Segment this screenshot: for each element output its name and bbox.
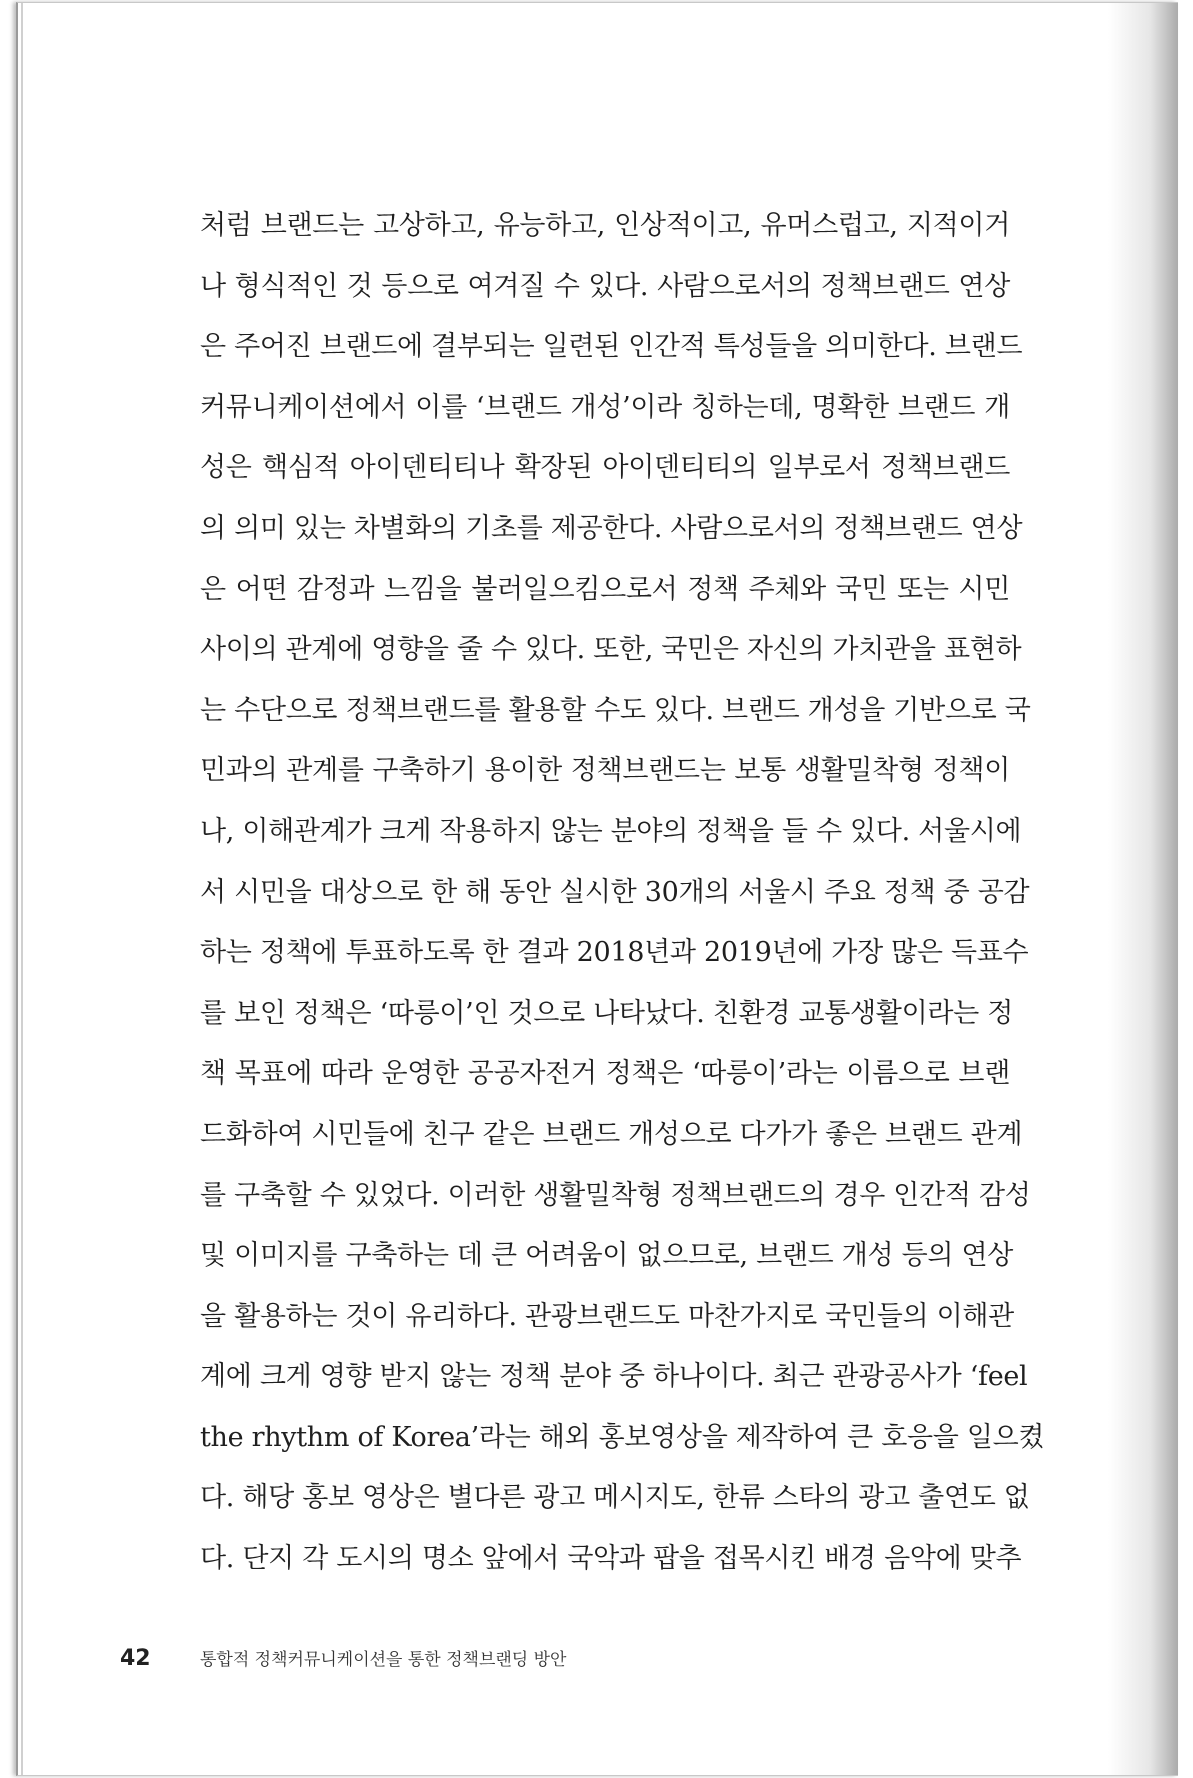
text-line: 성은 핵심적 아이덴티티나 확장된 아이덴티티의 일부로서 정책브랜드 [200,452,1010,484]
text-line: 의 의미 있는 차별화의 기초를 제공한다. 사람으로서의 정책브랜드 연상 [200,512,1023,544]
text-line: 드화하여 시민들에 친구 같은 브랜드 개성으로 다가가 좋은 브랜드 관계 [200,1118,1023,1150]
text-line: 은 어떤 감정과 느낌을 불러일으킴으로서 정책 주체와 국민 또는 시민 [200,573,1010,605]
page-footer [120,1645,566,1675]
text-line: 다. 해당 홍보 영상은 별다른 광고 메시지도, 한류 스타의 광고 출연도 없 [200,1482,1030,1514]
text-line: 처럼 브랜드는 고상하고, 유능하고, 인상적이고, 유머스럽고, 지적이거 [200,210,1010,241]
running-title: 통합적 정책커뮤니케이션을 통한 정책브랜딩 방안 [200,1650,567,1670]
text-line: 를 구축할 수 있었다. 이러한 생활밀착형 정책브랜드의 경우 인간적 감성 [200,1179,1031,1211]
text-line: 를 보인 정책은 ‘따릉이’인 것으로 나타났다. 친환경 교통생활이라는 정 [200,997,1014,1029]
text-line: 커뮤니케이션에서 이를 ‘브랜드 개성’이라 칭하는데, 명확한 브랜드 개 [200,391,1010,423]
text-line: 서 시민을 대상으로 한 해 동안 실시한 30개의 서울시 주요 정책 중 공감 [200,876,1030,908]
page-gutter-shadow [1108,3,1178,1775]
text-line: 하는 정책에 투표하도록 한 결과 2018년과 2019년에 가장 많은 득표수 [200,937,1029,969]
text-line: 책 목표에 따라 운영한 공공자전거 정책은 ‘따릉이’라는 이름으로 브랜 [200,1058,1010,1090]
text-line: 사이의 관계에 영향을 줄 수 있다. 또한, 국민은 자신의 가치관을 표현하 [200,634,1022,666]
text-line: the rhythm of Korea’라는 해외 홍보영상을 제작하여 큰 호응을 일으켰 [200,1421,1045,1453]
text-line: 은 주어진 브랜드에 결부되는 일련된 인간적 특성들을 의미한다. 브랜드 [200,331,1023,363]
text-line: 는 수단으로 정책브랜드를 활용할 수도 있다. 브랜드 개성을 기반으로 국 [200,694,1031,726]
page-number: 42 [120,1646,151,1671]
text-line: 나, 이해관계가 크게 작용하지 않는 분야의 정책을 들 수 있다. 서울시에 [200,815,1022,847]
text-line: 다. 단지 각 도시의 명소 앞에서 국악과 팝을 접목시킨 배경 음악에 맞추 [200,1543,1022,1575]
book-page [16,2,1178,1776]
text-line: 및 이미지를 구축하는 데 큰 어려움이 없으므로, 브랜드 개성 등의 연상 [200,1240,1014,1272]
text-line: 민과의 관계를 구축하기 용이한 정책브랜드는 보통 생활밀착형 정책이 [200,755,1010,787]
body-paragraph [200,196,1045,1590]
text-line: 계에 크게 영향 받지 않는 정책 분야 중 하나이다. 최근 관광공사가 ‘feel [200,1361,1028,1393]
text-line: 나 형식적인 것 등으로 여겨질 수 있다. 사람으로서의 정책브랜드 연상 [200,270,1010,302]
text-line: 을 활용하는 것이 유리하다. 관광브랜드도 마찬가지로 국민들의 이해관 [200,1300,1014,1332]
